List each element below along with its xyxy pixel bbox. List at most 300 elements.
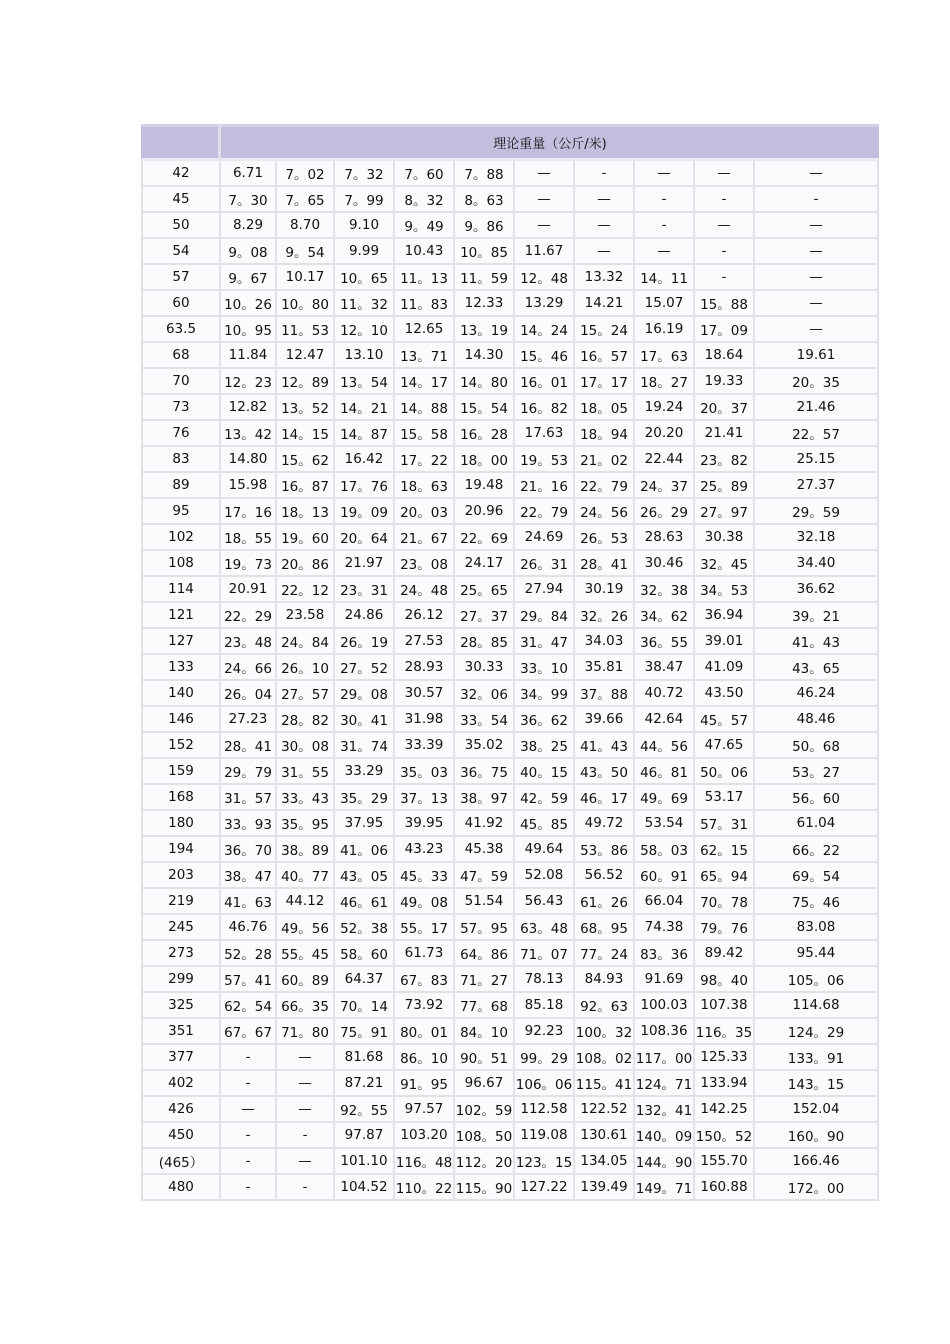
weight-cell: 15。54 xyxy=(455,395,515,421)
table-row xyxy=(141,1045,879,1071)
weight-cell: 22。29 xyxy=(221,603,277,629)
weight-cell: 21。67 xyxy=(395,525,455,551)
table-row xyxy=(141,889,879,915)
weight-cell: 90。51 xyxy=(455,1045,515,1071)
weight-cell: — xyxy=(635,161,695,187)
weight-cell: 7。99 xyxy=(335,187,395,213)
weight-cell: 67。83 xyxy=(395,967,455,993)
outer-diameter-cell: 54 xyxy=(141,239,221,265)
weight-cell: 46。61 xyxy=(335,889,395,915)
table-row xyxy=(141,499,879,525)
weight-cell: 12.82 xyxy=(221,395,277,421)
table-row xyxy=(141,343,879,369)
weight-cell: 124。29 xyxy=(755,1019,879,1045)
table-row xyxy=(141,239,879,265)
weight-cell: 31。57 xyxy=(221,785,277,811)
table-row xyxy=(141,655,879,681)
weight-cell: 108。02 xyxy=(575,1045,635,1071)
weight-cell: 23。08 xyxy=(395,551,455,577)
weight-cell: 7。60 xyxy=(395,161,455,187)
outer-diameter-cell: 76 xyxy=(141,421,221,447)
weight-cell: 46。81 xyxy=(635,759,695,785)
weight-cell: 41。43 xyxy=(575,733,635,759)
weight-cell: - xyxy=(277,1175,335,1201)
weight-cell: 19.24 xyxy=(635,395,695,421)
weight-cell: 115。90 xyxy=(455,1175,515,1201)
weight-cell: 92.23 xyxy=(515,1019,575,1045)
outer-diameter-cell: 68 xyxy=(141,343,221,369)
weight-cell: 112.58 xyxy=(515,1097,575,1123)
weight-cell: 39.95 xyxy=(395,811,455,837)
weight-cell: 15。58 xyxy=(395,421,455,447)
weight-cell: 9.99 xyxy=(335,239,395,265)
weight-cell: 18。63 xyxy=(395,473,455,499)
weight-cell: 21。02 xyxy=(575,447,635,473)
weight-cell: 24。84 xyxy=(277,629,335,655)
weight-cell: 37.95 xyxy=(335,811,395,837)
weight-cell: 46.76 xyxy=(221,915,277,941)
weight-cell: 13.32 xyxy=(575,265,635,291)
weight-cell: 49.72 xyxy=(575,811,635,837)
weight-cell: 53.54 xyxy=(635,811,695,837)
weight-cell: 47。59 xyxy=(455,863,515,889)
weight-cell: 39。21 xyxy=(755,603,879,629)
weight-cell: 27。57 xyxy=(277,681,335,707)
weight-cell: 86。10 xyxy=(395,1045,455,1071)
weight-cell: 17。09 xyxy=(695,317,755,343)
weight-cell: 24。66 xyxy=(221,655,277,681)
weight-cell: 119.08 xyxy=(515,1123,575,1149)
weight-cell: 32.18 xyxy=(755,525,879,551)
weight-cell: 106。06 xyxy=(515,1071,575,1097)
weight-cell: 8。32 xyxy=(395,187,455,213)
weight-cell: 19。09 xyxy=(335,499,395,525)
weight-cell: 45。33 xyxy=(395,863,455,889)
weight-cell: — xyxy=(695,161,755,187)
weight-cell: 27.94 xyxy=(515,577,575,603)
weight-cell: 35.81 xyxy=(575,655,635,681)
weight-cell: 64.37 xyxy=(335,967,395,993)
outer-diameter-cell: 299 xyxy=(141,967,221,993)
weight-cell: 65。94 xyxy=(695,863,755,889)
weight-cell: 10。85 xyxy=(455,239,515,265)
weight-cell: 15。46 xyxy=(515,343,575,369)
weight-cell: 144。90 xyxy=(635,1149,695,1175)
outer-diameter-cell: 273 xyxy=(141,941,221,967)
weight-cell: 33.39 xyxy=(395,733,455,759)
weight-cell: — xyxy=(277,1097,335,1123)
weight-cell: 9。54 xyxy=(277,239,335,265)
weight-cell: 152.04 xyxy=(755,1097,879,1123)
weight-cell: 49。08 xyxy=(395,889,455,915)
weight-cell: 24。56 xyxy=(575,499,635,525)
table-row xyxy=(141,187,879,213)
weight-cell: 34。62 xyxy=(635,603,695,629)
weight-cell: 97.87 xyxy=(335,1123,395,1149)
weight-cell: 17。76 xyxy=(335,473,395,499)
weight-cell: 26。29 xyxy=(635,499,695,525)
weight-cell: 27。52 xyxy=(335,655,395,681)
weight-cell: 36。70 xyxy=(221,837,277,863)
outer-diameter-cell: 60 xyxy=(141,291,221,317)
weight-cell: 60。91 xyxy=(635,863,695,889)
weight-cell: 18。55 xyxy=(221,525,277,551)
weight-cell: 44。56 xyxy=(635,733,695,759)
weight-cell: - xyxy=(635,213,695,239)
weight-cell: 112。20 xyxy=(455,1149,515,1175)
table-row xyxy=(141,577,879,603)
weight-cell: 13.29 xyxy=(515,291,575,317)
weight-cell: 78.13 xyxy=(515,967,575,993)
weight-cell: 35。95 xyxy=(277,811,335,837)
weight-cell: - xyxy=(277,1123,335,1149)
weight-cell: 133。91 xyxy=(755,1045,879,1071)
table-row xyxy=(141,1097,879,1123)
weight-cell: 64。86 xyxy=(455,941,515,967)
weight-cell: 26。04 xyxy=(221,681,277,707)
weight-cell: — xyxy=(755,239,879,265)
weight-cell: 17。22 xyxy=(395,447,455,473)
table-row xyxy=(141,291,879,317)
weight-cell: — xyxy=(755,161,879,187)
weight-cell: 21。16 xyxy=(515,473,575,499)
weight-cell: 139.49 xyxy=(575,1175,635,1201)
weight-cell: 28。85 xyxy=(455,629,515,655)
weight-cell: 91.69 xyxy=(635,967,695,993)
weight-cell: 61。26 xyxy=(575,889,635,915)
weight-cell: 49。56 xyxy=(277,915,335,941)
theoretical-weight-table xyxy=(141,124,879,1201)
weight-cell: 10。26 xyxy=(221,291,277,317)
weight-cell: 13.10 xyxy=(335,343,395,369)
weight-cell: 20。86 xyxy=(277,551,335,577)
weight-cell: - xyxy=(755,187,879,213)
weight-cell: — xyxy=(515,213,575,239)
weight-cell: 58。60 xyxy=(335,941,395,967)
weight-cell: 57。31 xyxy=(695,811,755,837)
weight-cell: 14.21 xyxy=(575,291,635,317)
weight-cell: 32。26 xyxy=(575,603,635,629)
table-row xyxy=(141,213,879,239)
weight-cell: 12.47 xyxy=(277,343,335,369)
weight-cell: 7。88 xyxy=(455,161,515,187)
weight-cell: 14。15 xyxy=(277,421,335,447)
weight-cell: 20.96 xyxy=(455,499,515,525)
weight-cell: 13。52 xyxy=(277,395,335,421)
weight-cell: 32。45 xyxy=(695,551,755,577)
weight-cell: - xyxy=(221,1175,277,1201)
weight-cell: 14。88 xyxy=(395,395,455,421)
weight-cell: 37。13 xyxy=(395,785,455,811)
weight-cell: 83.08 xyxy=(755,915,879,941)
weight-table-container xyxy=(141,124,879,1201)
weight-cell: 34。53 xyxy=(695,577,755,603)
weight-cell: 27。37 xyxy=(455,603,515,629)
weight-cell: 43。05 xyxy=(335,863,395,889)
weight-cell: 63。48 xyxy=(515,915,575,941)
weight-cell: 15。88 xyxy=(695,291,755,317)
outer-diameter-cell: 57 xyxy=(141,265,221,291)
weight-cell: 13。54 xyxy=(335,369,395,395)
weight-cell: 102。59 xyxy=(455,1097,515,1123)
table-row xyxy=(141,265,879,291)
weight-cell: 29。79 xyxy=(221,759,277,785)
table-row xyxy=(141,1071,879,1097)
weight-cell: 48.46 xyxy=(755,707,879,733)
table-row xyxy=(141,785,879,811)
outer-diameter-cell: 42 xyxy=(141,161,221,187)
outer-diameter-cell: 180 xyxy=(141,811,221,837)
weight-cell: - xyxy=(635,187,695,213)
weight-cell: 143。15 xyxy=(755,1071,879,1097)
weight-cell: 11.84 xyxy=(221,343,277,369)
weight-cell: 13。71 xyxy=(395,343,455,369)
weight-cell: 58。03 xyxy=(635,837,695,863)
weight-cell: 100。32 xyxy=(575,1019,635,1045)
weight-cell: 66。35 xyxy=(277,993,335,1019)
weight-cell: 22。12 xyxy=(277,577,335,603)
outer-diameter-cell: 102 xyxy=(141,525,221,551)
weight-cell: 10.43 xyxy=(395,239,455,265)
weight-cell: 19。53 xyxy=(515,447,575,473)
weight-cell: 56.52 xyxy=(575,863,635,889)
weight-cell: 73.92 xyxy=(395,993,455,1019)
weight-cell: 17.63 xyxy=(515,421,575,447)
outer-diameter-cell: 377 xyxy=(141,1045,221,1071)
weight-cell: — xyxy=(755,213,879,239)
weight-cell: 30。08 xyxy=(277,733,335,759)
weight-cell: 34.03 xyxy=(575,629,635,655)
weight-cell: 29。84 xyxy=(515,603,575,629)
weight-cell: 142.25 xyxy=(695,1097,755,1123)
weight-cell: 27.53 xyxy=(395,629,455,655)
weight-cell: 8。63 xyxy=(455,187,515,213)
weight-cell: 52。28 xyxy=(221,941,277,967)
weight-cell: 114.68 xyxy=(755,993,879,1019)
weight-cell: 22.44 xyxy=(635,447,695,473)
weight-cell: 29。08 xyxy=(335,681,395,707)
weight-cell: 79。76 xyxy=(695,915,755,941)
outer-diameter-cell: 70 xyxy=(141,369,221,395)
weight-cell: 20。64 xyxy=(335,525,395,551)
weight-cell: 16.42 xyxy=(335,447,395,473)
weight-cell: 43。50 xyxy=(575,759,635,785)
table-row xyxy=(141,993,879,1019)
weight-cell: 21.41 xyxy=(695,421,755,447)
weight-cell: 32。38 xyxy=(635,577,695,603)
weight-cell: 83。36 xyxy=(635,941,695,967)
weight-cell: 12。48 xyxy=(515,265,575,291)
weight-cell: 33。54 xyxy=(455,707,515,733)
weight-cell: 20.91 xyxy=(221,577,277,603)
weight-cell: 15。24 xyxy=(575,317,635,343)
weight-cell: 34.40 xyxy=(755,551,879,577)
weight-cell: 42.64 xyxy=(635,707,695,733)
weight-cell: 18。00 xyxy=(455,447,515,473)
table-row xyxy=(141,551,879,577)
weight-cell: 38.47 xyxy=(635,655,695,681)
table-row xyxy=(141,1019,879,1045)
weight-cell: 30.46 xyxy=(635,551,695,577)
weight-cell: 40。77 xyxy=(277,863,335,889)
weight-cell: 7。32 xyxy=(335,161,395,187)
weight-cell: 18。05 xyxy=(575,395,635,421)
outer-diameter-cell: 121 xyxy=(141,603,221,629)
weight-cell: 61.73 xyxy=(395,941,455,967)
weight-cell: 70。78 xyxy=(695,889,755,915)
weight-cell: 15。62 xyxy=(277,447,335,473)
weight-cell: 67。67 xyxy=(221,1019,277,1045)
weight-cell: 14。11 xyxy=(635,265,695,291)
table-row xyxy=(141,759,879,785)
weight-cell: — xyxy=(575,213,635,239)
weight-cell: 96.67 xyxy=(455,1071,515,1097)
table-row xyxy=(141,1149,879,1175)
weight-cell: 26。19 xyxy=(335,629,395,655)
weight-cell: — xyxy=(277,1149,335,1175)
weight-cell: 17。17 xyxy=(575,369,635,395)
weight-cell: 24.69 xyxy=(515,525,575,551)
weight-cell: 33。10 xyxy=(515,655,575,681)
weight-cell: 13。19 xyxy=(455,317,515,343)
weight-cell: 49.64 xyxy=(515,837,575,863)
weight-cell: - xyxy=(695,239,755,265)
weight-cell: 35。29 xyxy=(335,785,395,811)
table-row xyxy=(141,967,879,993)
weight-cell: 31.98 xyxy=(395,707,455,733)
weight-cell: 53。86 xyxy=(575,837,635,863)
weight-cell: 16。57 xyxy=(575,343,635,369)
weight-cell: 19.61 xyxy=(755,343,879,369)
outer-diameter-cell: 168 xyxy=(141,785,221,811)
weight-cell: 23。31 xyxy=(335,577,395,603)
weight-cell: 23。48 xyxy=(221,629,277,655)
weight-cell: 71。07 xyxy=(515,941,575,967)
outer-diameter-cell: 450 xyxy=(141,1123,221,1149)
weight-cell: 89.42 xyxy=(695,941,755,967)
weight-cell: 85.18 xyxy=(515,993,575,1019)
weight-cell: 125.33 xyxy=(695,1045,755,1071)
weight-cell: 36。62 xyxy=(515,707,575,733)
weight-cell: 41。06 xyxy=(335,837,395,863)
weight-cell: 40.72 xyxy=(635,681,695,707)
weight-cell: 97.57 xyxy=(395,1097,455,1123)
weight-cell: 27。97 xyxy=(695,499,755,525)
weight-cell: 134.05 xyxy=(575,1149,635,1175)
weight-cell: 33。93 xyxy=(221,811,277,837)
weight-cell: 69。54 xyxy=(755,863,879,889)
weight-cell: 21.46 xyxy=(755,395,879,421)
weight-cell: 24。48 xyxy=(395,577,455,603)
weight-cell: 41。63 xyxy=(221,889,277,915)
weight-cell: 110。22 xyxy=(395,1175,455,1201)
weight-cell: 16.19 xyxy=(635,317,695,343)
weight-cell: 8.70 xyxy=(277,213,335,239)
weight-cell: 57。41 xyxy=(221,967,277,993)
outer-diameter-cell: 194 xyxy=(141,837,221,863)
weight-cell: 53.17 xyxy=(695,785,755,811)
weight-cell: 26.12 xyxy=(395,603,455,629)
weight-cell: 43.50 xyxy=(695,681,755,707)
weight-cell: 166.46 xyxy=(755,1149,879,1175)
weight-cell: 11。83 xyxy=(395,291,455,317)
weight-cell: 84。10 xyxy=(455,1019,515,1045)
table-row xyxy=(141,525,879,551)
weight-cell: 36.94 xyxy=(695,603,755,629)
weight-cell: 75。46 xyxy=(755,889,879,915)
weight-cell: 55。45 xyxy=(277,941,335,967)
weight-cell: 6.71 xyxy=(221,161,277,187)
weight-cell: 22。57 xyxy=(755,421,879,447)
weight-cell: 20。37 xyxy=(695,395,755,421)
weight-cell: 38。25 xyxy=(515,733,575,759)
weight-cell: 14。24 xyxy=(515,317,575,343)
weight-cell: - xyxy=(221,1123,277,1149)
weight-cell: 24.17 xyxy=(455,551,515,577)
outer-diameter-cell: 114 xyxy=(141,577,221,603)
weight-cell: 132。41 xyxy=(635,1097,695,1123)
weight-cell: 101.10 xyxy=(335,1149,395,1175)
weight-cell: 30.38 xyxy=(695,525,755,551)
weight-cell: 46。17 xyxy=(575,785,635,811)
weight-cell: 127.22 xyxy=(515,1175,575,1201)
weight-cell: 14.80 xyxy=(221,447,277,473)
weight-cell: 105。06 xyxy=(755,967,879,993)
table-row xyxy=(141,707,879,733)
weight-cell: 30。41 xyxy=(335,707,395,733)
weight-cell: 33.29 xyxy=(335,759,395,785)
weight-cell: 17。16 xyxy=(221,499,277,525)
weight-cell: 68。95 xyxy=(575,915,635,941)
weight-cell: 24.86 xyxy=(335,603,395,629)
weight-cell: — xyxy=(755,317,879,343)
table-row xyxy=(141,811,879,837)
weight-cell: 10。95 xyxy=(221,317,277,343)
weight-cell: 17。63 xyxy=(635,343,695,369)
outer-diameter-cell: 127 xyxy=(141,629,221,655)
weight-cell: 18.64 xyxy=(695,343,755,369)
weight-cell: 87.21 xyxy=(335,1071,395,1097)
weight-cell: 39.66 xyxy=(575,707,635,733)
weight-cell: 20。03 xyxy=(395,499,455,525)
weight-cell: 92。63 xyxy=(575,993,635,1019)
weight-cell: 28。41 xyxy=(575,551,635,577)
weight-cell: 133.94 xyxy=(695,1071,755,1097)
table-row xyxy=(141,629,879,655)
weight-cell: - xyxy=(221,1045,277,1071)
table-row xyxy=(141,733,879,759)
weight-cell: 31。47 xyxy=(515,629,575,655)
weight-cell: 41.09 xyxy=(695,655,755,681)
outer-diameter-cell: 50 xyxy=(141,213,221,239)
weight-cell: 37。88 xyxy=(575,681,635,707)
weight-cell: 172。00 xyxy=(755,1175,879,1201)
weight-cell: 30.57 xyxy=(395,681,455,707)
weight-cell: 22。69 xyxy=(455,525,515,551)
weight-cell: 9。67 xyxy=(221,265,277,291)
table-title: 理论重量（公斤/米) xyxy=(221,124,879,161)
weight-cell: — xyxy=(515,161,575,187)
weight-cell: — xyxy=(635,239,695,265)
weight-cell: - xyxy=(695,265,755,291)
table-row xyxy=(141,395,879,421)
weight-cell: 34。99 xyxy=(515,681,575,707)
weight-cell: 91。95 xyxy=(395,1071,455,1097)
weight-cell: 75。91 xyxy=(335,1019,395,1045)
weight-cell: — xyxy=(755,265,879,291)
weight-cell: 16。87 xyxy=(277,473,335,499)
weight-cell: 103.20 xyxy=(395,1123,455,1149)
